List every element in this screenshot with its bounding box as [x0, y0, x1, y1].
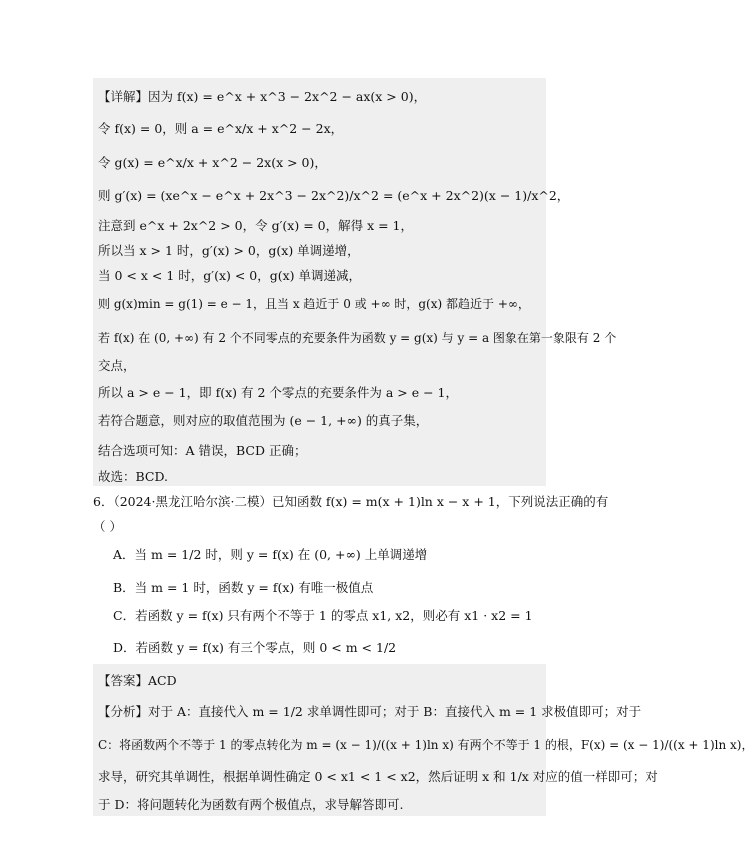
analysis-line-3: 求导，研究其单调性，根据单调性确定 0 < x1 < 1 < x2，然后证明 x 和 1/x 对应的值一样即可；对	[98, 769, 658, 784]
solution-line-3: 令 g(x) = e^x/x + x^2 − 2x(x > 0)，	[98, 155, 327, 170]
solution-line-7: 当 0 < x < 1 时，g′(x) < 0，g(x) 单调递减，	[98, 268, 362, 283]
analysis-line-2: C：将函数两个不等于 1 的零点转化为 m = (x − 1)/((x + 1)ln x) 有两个不等于 1 的根，F(x) = (x − 1)/((x + 1)ln x)，	[98, 738, 753, 752]
solution-line-2: 令 f(x) = 0，则 a = e^x/x + x^2 − 2x，	[98, 121, 344, 136]
solution-line-10: 交点，	[98, 358, 136, 373]
solution-line-1: 【详解】因为 f(x) = e^x + x^3 − 2x^2 − ax(x > 0)，	[98, 89, 427, 104]
solution-line-9: 若 f(x) 在 (0, +∞) 有 2 个不同零点的充要条件为函数 y = g(x) 与 y = a 图象在第一象限有 2 个	[98, 331, 617, 345]
solution-line-8: 则 g(x)min = g(1) = e − 1，且当 x 趋近于 0 或 +∞ 时，g(x) 都趋近于 +∞，	[98, 297, 530, 311]
solution-line-14: 故选：BCD.	[98, 469, 169, 484]
solution-line-13: 结合选项可知：A 错误，BCD 正确；	[98, 443, 307, 458]
solution-line-6: 所以当 x > 1 时，g′(x) > 0，g(x) 单调递增，	[98, 243, 360, 258]
option-d: D．若函数 y = f(x) 有三个零点，则 0 < m < 1/2	[113, 640, 397, 655]
option-a: A．当 m = 1/2 时，则 y = f(x) 在 (0, +∞) 上单调递增	[113, 547, 428, 562]
question-blank: （ ）	[93, 519, 122, 534]
option-c: C．若函数 y = f(x) 只有两个不等于 1 的零点 x1, x2，则必有 x1 · x2 = 1	[113, 608, 533, 623]
solution-line-5: 注意到 e^x + 2x^2 > 0，令 g′(x) = 0，解得 x = 1，	[98, 218, 414, 233]
option-b: B．当 m = 1 时，函数 y = f(x) 有唯一极值点	[113, 580, 374, 595]
solution-line-11: 所以 a > e − 1，即 f(x) 有 2 个零点的充要条件为 a > e − 1，	[98, 385, 459, 400]
analysis-line-1: 【分析】对于 A：直接代入 m = 1/2 求单调性即可；对于 B：直接代入 m = 1 求极值即可；对于	[98, 704, 642, 719]
question-stem: 6．（2024·黑龙江哈尔滨·二模）已知函数 f(x) = m(x + 1)ln x − x + 1，下列说法正确的有	[93, 494, 609, 509]
answer-line: 【答案】ACD	[98, 673, 177, 688]
analysis-line-4: 于 D：将问题转化为函数有两个极值点，求导解答即可.	[98, 797, 404, 812]
solution-line-12: 若符合题意，则对应的取值范围为 (e − 1, +∞) 的真子集，	[98, 413, 429, 428]
solution-line-4: 则 g′(x) = (xe^x − e^x + 2x^3 − 2x^2)/x^2 = (e^x + 2x^2)(x − 1)/x^2，	[98, 188, 570, 203]
